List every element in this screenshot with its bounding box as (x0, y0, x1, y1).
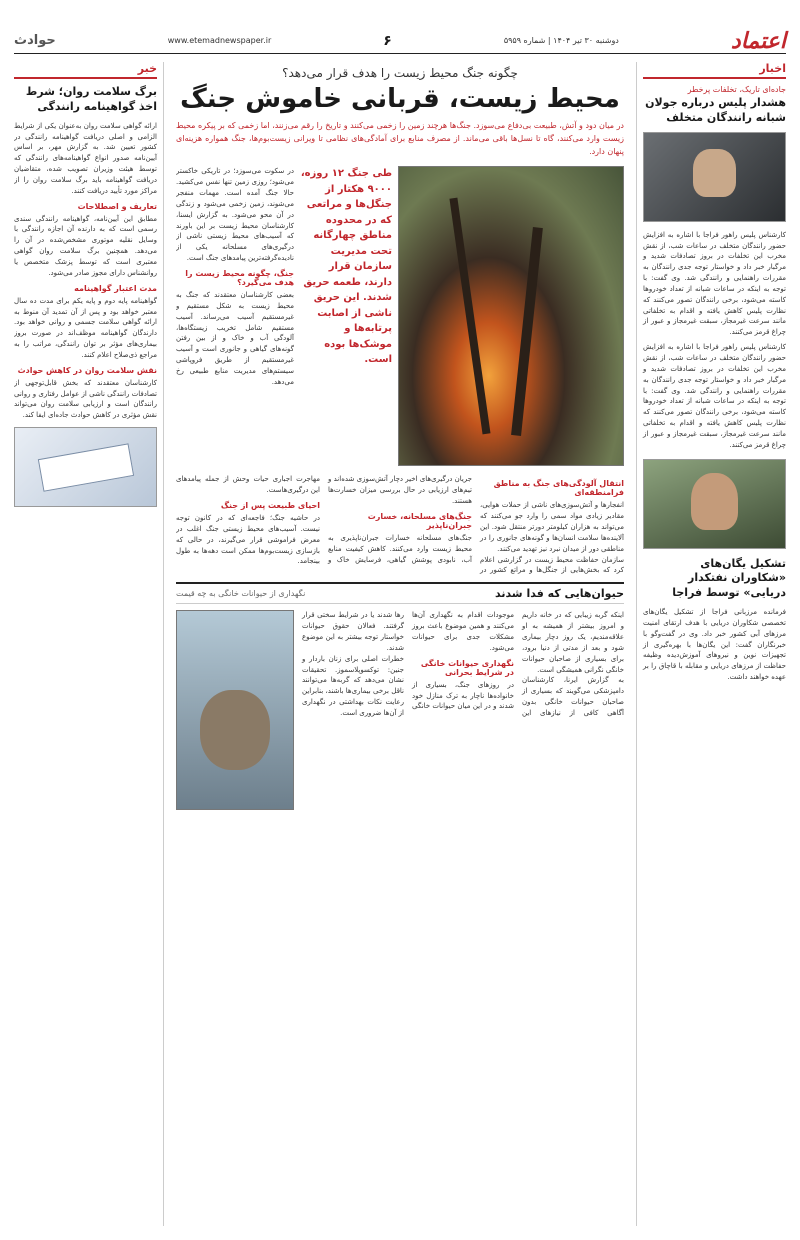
license-subheading-1: تعاریف و اصطلاحات (77, 201, 157, 211)
police-officer-photo (643, 132, 786, 222)
main-text-columns (176, 474, 624, 576)
feature-subtitle: نگهداری از حیوانات خانگی به چه قیمت (176, 589, 306, 599)
feature-subheading: نگهداری حیوانات خانگی در شرایط بحرانی (420, 658, 514, 677)
feature-title[interactable]: حیوان‌هایی که فدا شدند (494, 587, 624, 601)
website-url[interactable]: www.etemadnewspaper.ir (167, 36, 272, 45)
marine-article-title[interactable]: تشکیل یگان‌های «شکاوران نفتکدار دریایی» توسط فراجا (672, 556, 786, 600)
main-kicker: چگونه جنگ محیط زیست را هدف قرار می‌دهد؟ (282, 66, 518, 80)
cat-in-carrier-photo (176, 610, 294, 810)
feature-body-2: به گزارش ایرنا، کارشناسان دامپزشکی می‌گویند که بسیاری از صاحبان حیوانات خانگی بدون آگاهی کافی از نیازهای این موجودات اقدام به نگهداری آن‌ها می‌کنند و همین موضوع باعث بروز مشکلات جدی برای حیوانات می‌شود. (412, 611, 624, 717)
feature-text-columns (302, 610, 624, 810)
main-subheading-2: انتقال آلودگی‌های جنگ به مناطق فرامنطقه‌ای (493, 479, 624, 498)
main-body-4: سازمان حفاظت محیط زیست در گزارشی اعلام کرد که بخش‌هایی از جنگل‌ها و مراتع کشور در جریان درگیری‌های اخیر دچار آتش‌سوزی شده‌اند و تیم‌های ارزیابی در حال بررسی میزان خسارت‌ها هستند. (328, 475, 624, 575)
main-body-2: بعضی کارشناسان معتقدند که جنگ به محیط زیست به شکل مستقیم و غیرمستقیم آسیب می‌رساند. آسیب مستقیم شامل تخریب زیستگاه‌ها، آلودگی آب و خاک و از بین رفتن گونه‌های گیاهی و جانوری است و آسیب غیرمستقیم از طریق فروپاشی سیستم‌های مدیریت منابع طبیعی رخ می‌دهد. (176, 290, 294, 386)
feature-body-1: اینکه گربه زیبایی که در خانه داریم و امروز بیشتر از همیشه به او علاقه‌مندیم، یک روز دچار بیماری شود و بعد از مدتی از دنیا برود، برای بسیاری از صاحبان حیوانات خانگی نگرانی همیشگی است. (522, 611, 624, 674)
police-article-body: کارشناس پلیس راهور فراجا با اشاره به افزایش حضور رانندگان متخلف در ساعات شب، از نقش مخرب این تخلفات در بروز تصادفات شدید و مرگبار خبر داد و خواستار توجه جدی رانندگان به مقررات راهنمایی و رانندگی شد. وی گفت: با توجه به اینکه در ساعات شبانه از تعداد خودروها کاسته می‌شود، برخی رانندگان تصور می‌کنند که نظارت پلیس کاهش یافته و اقدام به تخلفاتی مانند سرعت غیرمجاز، سبقت غیرمجاز و عبور از چراغ قرمز می‌کنند. (643, 230, 786, 337)
forest-fire-photo (398, 166, 624, 466)
section-label: حوادث (14, 33, 56, 48)
main-body-3: انفجارها و آتش‌سوزی‌های ناشی از حملات هوایی، مقادیر زیادی مواد سمی را وارد جو می‌کنند که می‌تواند به هزاران کیلومتر دورتر منتقل شود. این آلاینده‌ها سلامت انسان‌ها و گونه‌های جانوری را در مناطقی دور از میدان نبرد نیز تهدید می‌کنند. (480, 501, 624, 553)
news-label: اخبار (643, 62, 786, 79)
commander-photo (643, 459, 786, 549)
license-article-body-3: گواهینامه پایه دوم و پایه یکم برای مدت ده سال معتبر خواهد بود و پس از آن تمدید آن منوط به ارائه گواهی سلامت جسمی و روانی خواهد بود. دارندگان گواهینامه موظف‌اند در صورت بروز بیماری‌های مؤثر بر توان رانندگی، مراتب را به مراجع ذی‌صلاح اعلام کنند. (14, 296, 157, 359)
police-article-body-cont: کارشناس پلیس راهور فراجا با اشاره به افزایش حضور رانندگان متخلف در ساعات شب، از نقش مخرب این تخلفات در بروز تصادفات شدید و مرگبار خبر داد و خواستار توجه جدی رانندگان به مقررات راهنمایی و رانندگی شد. وی گفت: با توجه به اینکه در ساعات شبانه از تعداد خودروها کاسته می‌شود، برخی رانندگان تصور می‌کنند که نظارت پلیس کاهش یافته و اقدام به تخلفاتی مانند سرعت غیرمجاز، سبقت غیرمجاز و عبور از چراغ قرمز می‌کنند. (643, 343, 786, 449)
brief-label: خبر (14, 62, 157, 79)
brief-column (14, 62, 164, 1226)
license-article-body: ارائه گواهی سلامت روان به‌عنوان یکی از شرایط الزامی و اصلی دریافت گواهینامه رانندگی در کشور تعیین شد. به گزارش مهر، بر اساس آیین‌نامه صدور انواع گواهینامه‌های رانندگی که توسط هیئت وزیران تصویب شده، متقاضیان دریافت گواهینامه باید برگ سلامت روان را از مراکز مورد تأیید دریافت کنند. (14, 121, 157, 195)
pull-quote: طی جنگ ۱۲ روزه، ۹۰۰۰ هکتار از جنگل‌ها و مراتعی که در محدوده مناطق چهارگانه تحت مدیریت سازمان قرار دارند، طعمه حریق شدند. این حریق ناشی از اصابت پرتابه‌ها و موشک‌ها بوده است. (300, 168, 392, 366)
main-body-6: در حاشیه جنگ؛ فاجعه‌ای که در کانون توجه نیست. آسیب‌های محیط زیستی جنگ اغلب در معرض فراموشی قرار می‌گیرند، در حالی که بازسازی زیست‌بوم‌ها ممکن است دهه‌ها به طول بینجامد. (176, 514, 320, 566)
license-subheading-2: مدت اعتبار گواهینامه (74, 283, 157, 293)
feature-title-bar (176, 582, 624, 604)
license-article-title[interactable]: برگ سلامت روان؛ شرط اخذ گواهینامه رانندگی (25, 85, 157, 113)
feature-body-3: در روزهای جنگ، بسیاری از خانواده‌ها ناچار به ترک منازل خود شدند و در این میان حیوانات خانگی رها شدند یا در شرایط سختی قرار گرفتند. فعالان حقوق حیوانات خواستار توجه بیشتر به این موضوع شدند. (302, 611, 514, 711)
license-article-body-4: کارشناسان معتقدند که بخش قابل‌توجهی از تصادفات رانندگی ناشی از عوامل رفتاری و روانی رانندگان است و ارزیابی سلامت روان می‌تواند نقش مؤثری در کاهش حوادث جاده‌ای ایفا کند. (14, 378, 157, 420)
main-body-1: در سکوت می‌سوزد؛ در تاریکی خاکستر می‌شود؛ روزی زمین تنها نفس می‌کشید. حالا جنگ آمده است. مهمات منفجر می‌شوند، زمین زخمی می‌شود و زندگی در آن محو می‌شود. به گزارش ایسنا، کارشناسان محیط زیست بر این باورند که آسیب‌های محیط زیستی ناشی از درگیری‌های مسلحانه یکی از نادیده‌گرفته‌ترین پیامدهای جنگ است. (176, 167, 294, 263)
license-article-body-2: مطابق این آیین‌نامه، گواهینامه رانندگی سندی رسمی است که به دارنده آن اجازه رانندگی با وسایل نقلیه موتوری مشخص‌شده در آن را می‌دهد. همچنین برگ سلامت روان گواهی معتبری است که توسط پزشک متخصص یا روانشناس دارای مجوز صادر می‌شود. (14, 214, 157, 277)
main-story (176, 62, 624, 1226)
feature-row (176, 610, 624, 810)
main-side-text (176, 166, 294, 466)
news-column (636, 62, 786, 1226)
main-subheading-1: جنگ، چگونه محیط زیست را هدف می‌گیرد؟ (185, 268, 294, 287)
license-card-photo (14, 427, 157, 507)
main-lead: در میان دود و آتش، طبیعت بی‌دفاع می‌سوزد. جنگ‌ها هرچند زمین را زخمی می‌کنند و تاریخ را رقم می‌زنند، اما زخمی که بر پیکره محیط زیست وارد می‌کنند، گاه تا نسل‌ها باقی می‌ماند. از مصرف منابع برای آمادگی‌های نظامی تا ویرانی زیست‌بوم‌ها، جنگ همواره هزینه‌ای پنهان دارد. (176, 121, 624, 156)
fire-photo-row (176, 166, 624, 466)
main-headline[interactable]: محیط زیست، قربانی خاموش جنگ (180, 84, 620, 114)
license-subheading-3: نقش سلامت روان در کاهش حوادث (17, 365, 157, 375)
page-number: ۶ (383, 32, 392, 49)
main-subheading-3: جنگ‌های مسلحانه، خسارت جبران‌ناپذیر (367, 511, 472, 530)
main-body-5: جنگ‌های مسلحانه خسارات جبران‌ناپذیری به محیط زیست وارد می‌کنند. کاهش کیفیت منابع آب، نابودی پوشش گیاهی، فرسایش خاک و مهاجرت اجباری حیات وحش از جمله پیامدهای این درگیری‌هاست. (176, 475, 472, 564)
page-header (14, 28, 786, 54)
main-subheading-4: احیای طبیعت پس از جنگ (220, 501, 320, 511)
marine-article-body: فرمانده مرزبانی فراجا از تشکیل یگان‌های تخصصی شکاوران دریایی با هدف ارتقای امنیت مرزهای آبی کشور خبر داد. وی در گفت‌وگو با خبرنگاران گفت: این یگان‌ها با بهره‌گیری از تجهیزات نوین و نیروهای آموزش‌دیده وظیفه حفاظت از مرزهای دریایی و مقابله با قاچاق را بر عهده خواهند داشت. (643, 608, 786, 682)
police-article-title[interactable]: هشدار پلیس درباره جولان شبانه رانندگان متخلف (645, 96, 786, 124)
feature-body-4: خطرات اصلی برای زنان باردار و جنین: توکسوپلاسموز. تحقیقات نشان می‌دهد که گربه‌ها می‌توانند ناقل برخی بیماری‌ها باشند، بنابراین رعایت نکات بهداشتی در نگهداری از آن‌ها ضروری است. (302, 654, 404, 717)
newspaper-logo: اعتماد (730, 27, 786, 54)
news-kicker: جاده‌ای تاریک، تخلفات پرخطر (687, 85, 786, 94)
issue-date: دوشنبه ۳۰ تیر ۱۴۰۴ | شماره ۵۹۵۹ (503, 36, 619, 45)
